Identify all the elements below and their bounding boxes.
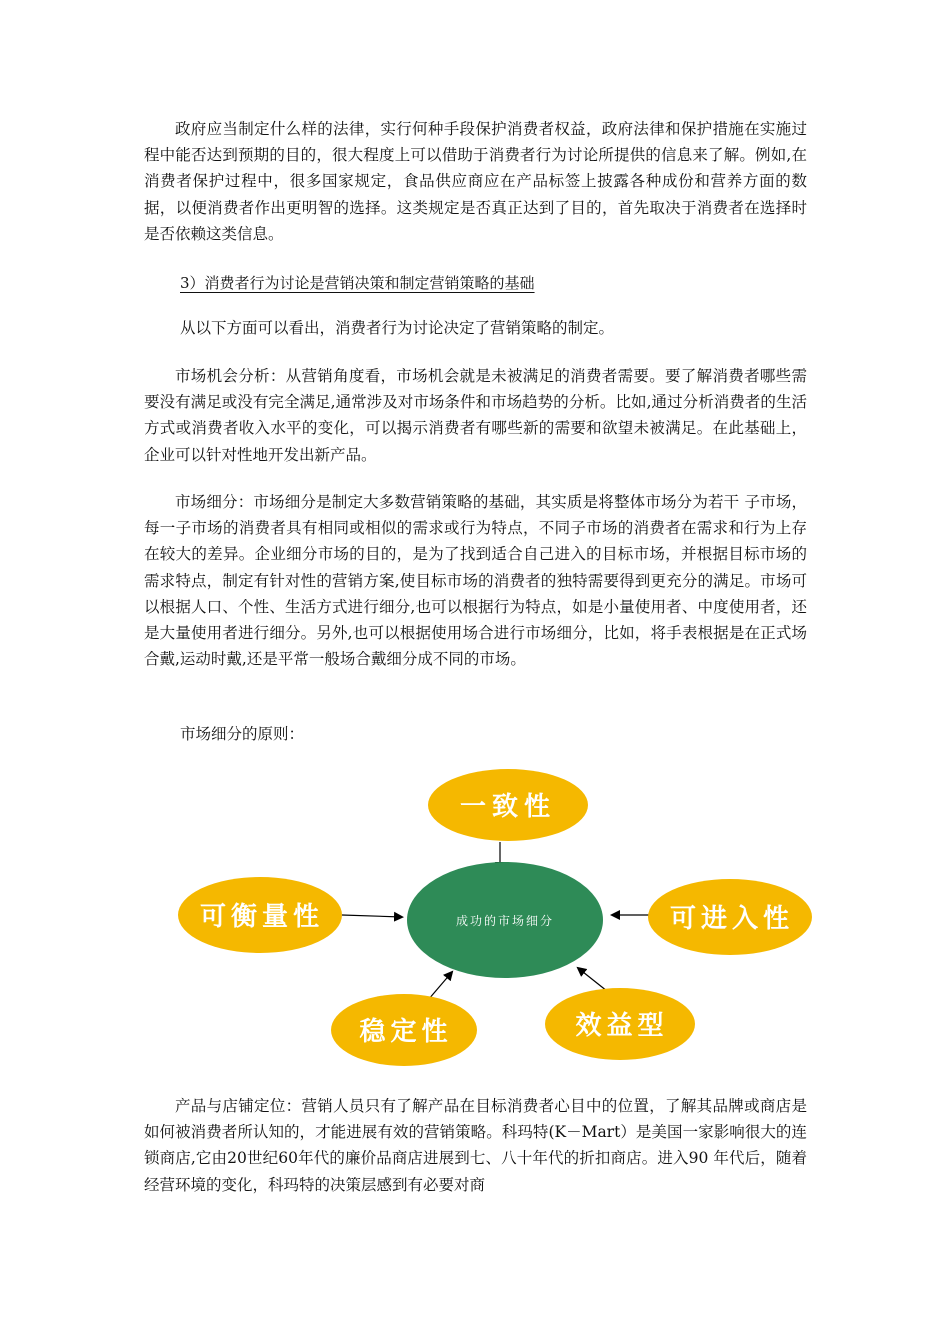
paragraph-intro: 从以下方面可以看出，消费者行为讨论决定了营销策略的制定。 [180, 319, 615, 337]
section-heading-3: 3）消费者行为讨论是营销决策和制定营销策略的基础 [180, 274, 535, 292]
paragraph-market-opportunity: 市场机会分析：从营销角度看，市场机会就是未被满足的消费者需要。要了解消费者哪些需要没有满足或没有完全满足,通常涉及对市场条件和市场趋势的分析。比如,通过分析消费者的生活方式或消费者收入水平的变化，可以揭示消费者有哪些新的需要和欲望未被满足。在此基础上，企业可以针对性地开发出新产品。 [144, 367, 807, 464]
petal-bottom-left-label: 稳定性 [359, 1017, 453, 1047]
center-label: 成功的市场细分 [455, 914, 555, 928]
paragraph-consumer-protection: 政府应当制定什么样的法律，实行何种手段保护消费者权益，政府法律和保护措施在实施过程中能否达到预期的目的，很大程度上可以借助于消费者行为讨论所提供的信息来了解。例如,在消费者保护过程中，很多国家规定，食品供应商应在产品标签上披露各种成份和营养方面的数据，以便消费者作出更明智的选择。这类规定是否真正达到了目的，首先取决于消费者在选择时是否依赖这类信息。 [144, 120, 807, 243]
segmentation-diagram [0, 760, 950, 1100]
paragraph-market-segmentation: 市场细分：市场细分是制定大多数营销策略的基础，其实质是将整体市场分为若干 子市场，每一子市场的消费者具有相同或相似的需求或行为特点，不同子市场的消费者在需求和行为上存在较大的差异。企业细分市场的目的，是为了找到适合自己进入的目标市场，并根据目标市场的需求特点，制定有针对性的营销方案,使目标市场的消费者的独特需要得到更充分的满足。市场可以根据人口、个性、生活方式进行细分,也可以根据行为特点，如是小量使用者、中度使用者，还是大量使用者进行细分。另外,也可以根据使用场合进行市场细分，比如，将手表根据是在正式场合戴,运动时戴,还是平常一般场合戴细分成不同的市场。 [144, 493, 807, 669]
petal-left-label: 可衡量性 [199, 902, 325, 932]
paragraph-segmentation-principles: 市场细分的原则： [180, 725, 305, 743]
arrow-left [342, 915, 402, 917]
petal-top-label: 一致性 [459, 792, 557, 822]
petal-right-label: 可进入性 [669, 904, 795, 934]
petal-bottom-right-label: 效益型 [575, 1011, 669, 1041]
arrow-bottom-left [428, 972, 452, 1000]
paragraph-positioning: 产品与店铺定位：营销人员只有了解产品在目标消费者心目中的位置，了解其品牌或商店是如何被消费者所认知的，才能进展有效的营销策略。科玛特(K－Mart）是美国一家影响很大的连锁商店,它由20世纪60年代的廉价品商店进展到七、八十年代的折扣商店。进入90 年代后，随着经营环境的变化，科玛特的决策层感到有必要对商 [144, 1097, 807, 1194]
